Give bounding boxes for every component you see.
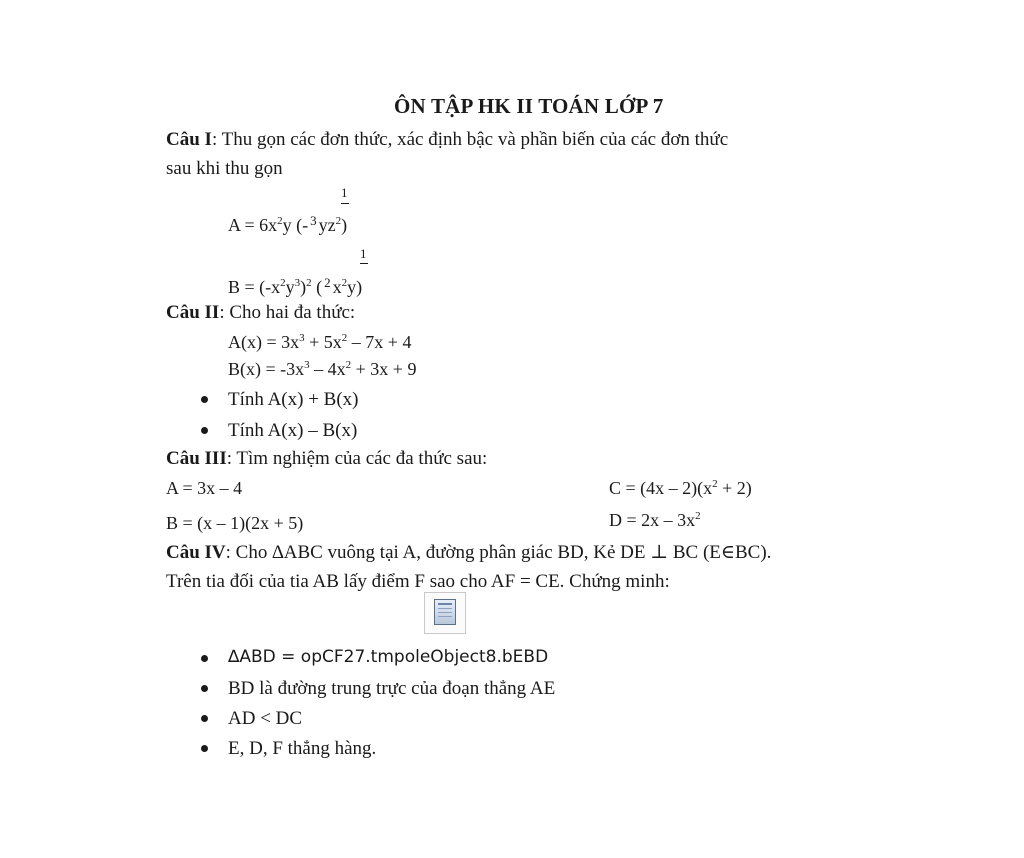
exponent: 2 xyxy=(335,215,342,227)
question-4-text: : Cho ∆ABC vuông tại A, đường phân giác BD, Kẻ DE ⊥ BC (E∈BC). xyxy=(225,542,772,563)
polynomial-item-D xyxy=(609,508,701,532)
exponent: 2 xyxy=(345,359,352,371)
expr-B-part: ) xyxy=(300,277,307,297)
question-2-label: Câu II xyxy=(166,302,220,323)
question-1-text: : Thu gọn các đơn thức, xác định bậc và phần biến của các đơn thức xyxy=(211,129,729,150)
expr-A-part: ) xyxy=(341,215,348,235)
fraction-denominator: 2 xyxy=(324,275,331,290)
expr-B-part: ( xyxy=(311,277,323,297)
bullet xyxy=(201,715,208,722)
polynomial-item-C xyxy=(609,476,752,500)
expr-B-part: y xyxy=(285,277,295,297)
expr-A-part: A = 6x xyxy=(228,215,278,235)
exponent: 2 xyxy=(712,478,718,490)
poly-part: + 3x + 9 xyxy=(351,359,417,379)
polynomial-A xyxy=(228,330,411,354)
question-2-line xyxy=(166,301,355,325)
poly-part: – 4x xyxy=(309,359,346,379)
proof-item: BD là đường trung trực của đoạn thẳng AE xyxy=(228,678,556,699)
task-item: Tính A(x) – B(x) xyxy=(228,420,358,441)
expression-A xyxy=(228,213,347,239)
exponent: 2 xyxy=(341,332,348,344)
proof-item: E, D, F thẳng hàng. xyxy=(228,738,377,759)
poly-part: A(x) = 3x xyxy=(228,332,300,352)
exponent: 2 xyxy=(277,215,283,227)
document-icon xyxy=(434,599,456,625)
question-3-line xyxy=(166,447,487,471)
question-3-text: : Tìm nghiệm của các đa thức sau: xyxy=(226,448,488,469)
proof-item: ∆ABD = opCF27.tmpoleObject8.bEBD xyxy=(228,647,549,667)
poly-part: + 5x xyxy=(304,332,342,352)
question-4-line-1 xyxy=(166,541,771,565)
exponent: 3 xyxy=(304,359,310,371)
expression-B xyxy=(228,275,362,301)
question-4-line-2: Trên tia đối của tia AB lấy điểm F sao cho AF = CE. Chứng minh: xyxy=(166,571,670,592)
expr-A-part: y (- xyxy=(282,215,309,235)
embedded-object-placeholder[interactable] xyxy=(424,592,466,634)
exponent: 3 xyxy=(299,332,305,344)
expr-B-part: x xyxy=(332,277,342,297)
bullet xyxy=(201,427,208,434)
poly-part: + 2) xyxy=(717,478,752,498)
bullet xyxy=(201,685,208,692)
fraction-numerator: 1 xyxy=(341,185,348,200)
bullet xyxy=(201,655,208,662)
bullet xyxy=(201,745,208,752)
exponent: 2 xyxy=(280,277,286,289)
question-1-line-2: sau khi thu gọn xyxy=(166,158,283,179)
expr-B-part: y) xyxy=(347,277,363,297)
poly-part: B(x) = -3x xyxy=(228,359,305,379)
bullet xyxy=(201,396,208,403)
expr-B-part: B = (-x xyxy=(228,277,281,297)
question-2-text: : Cho hai đa thức: xyxy=(219,302,356,323)
fraction-denominator: 3 xyxy=(310,213,317,228)
question-3-label: Câu III xyxy=(166,448,227,469)
question-1-line-1 xyxy=(166,128,728,152)
polynomial-item-B: B = (x – 1)(2x + 5) xyxy=(166,513,304,533)
poly-part: D = 2x – 3x xyxy=(609,510,696,530)
task-item: Tính A(x) + B(x) xyxy=(228,389,359,410)
fraction-bar xyxy=(341,203,349,204)
fraction-bar xyxy=(360,263,368,264)
proof-item: AD < DC xyxy=(228,708,303,729)
question-4-label: Câu IV xyxy=(166,542,226,563)
exponent: 2 xyxy=(341,277,348,289)
question-1-label: Câu I xyxy=(166,129,212,150)
exponent: 3 xyxy=(294,277,301,289)
exponent: 2 xyxy=(306,277,312,289)
exponent: 2 xyxy=(695,510,701,522)
poly-part: – 7x + 4 xyxy=(347,332,412,352)
expr-A-part: yz xyxy=(318,215,336,235)
poly-part: C = (4x – 2)(x xyxy=(609,478,713,498)
polynomial-item-A: A = 3x – 4 xyxy=(166,478,243,498)
polynomial-B xyxy=(228,357,416,381)
fraction-numerator: 1 xyxy=(360,246,367,261)
page-title: ÔN TẬP HK II TOÁN LỚP 7 xyxy=(394,94,664,118)
